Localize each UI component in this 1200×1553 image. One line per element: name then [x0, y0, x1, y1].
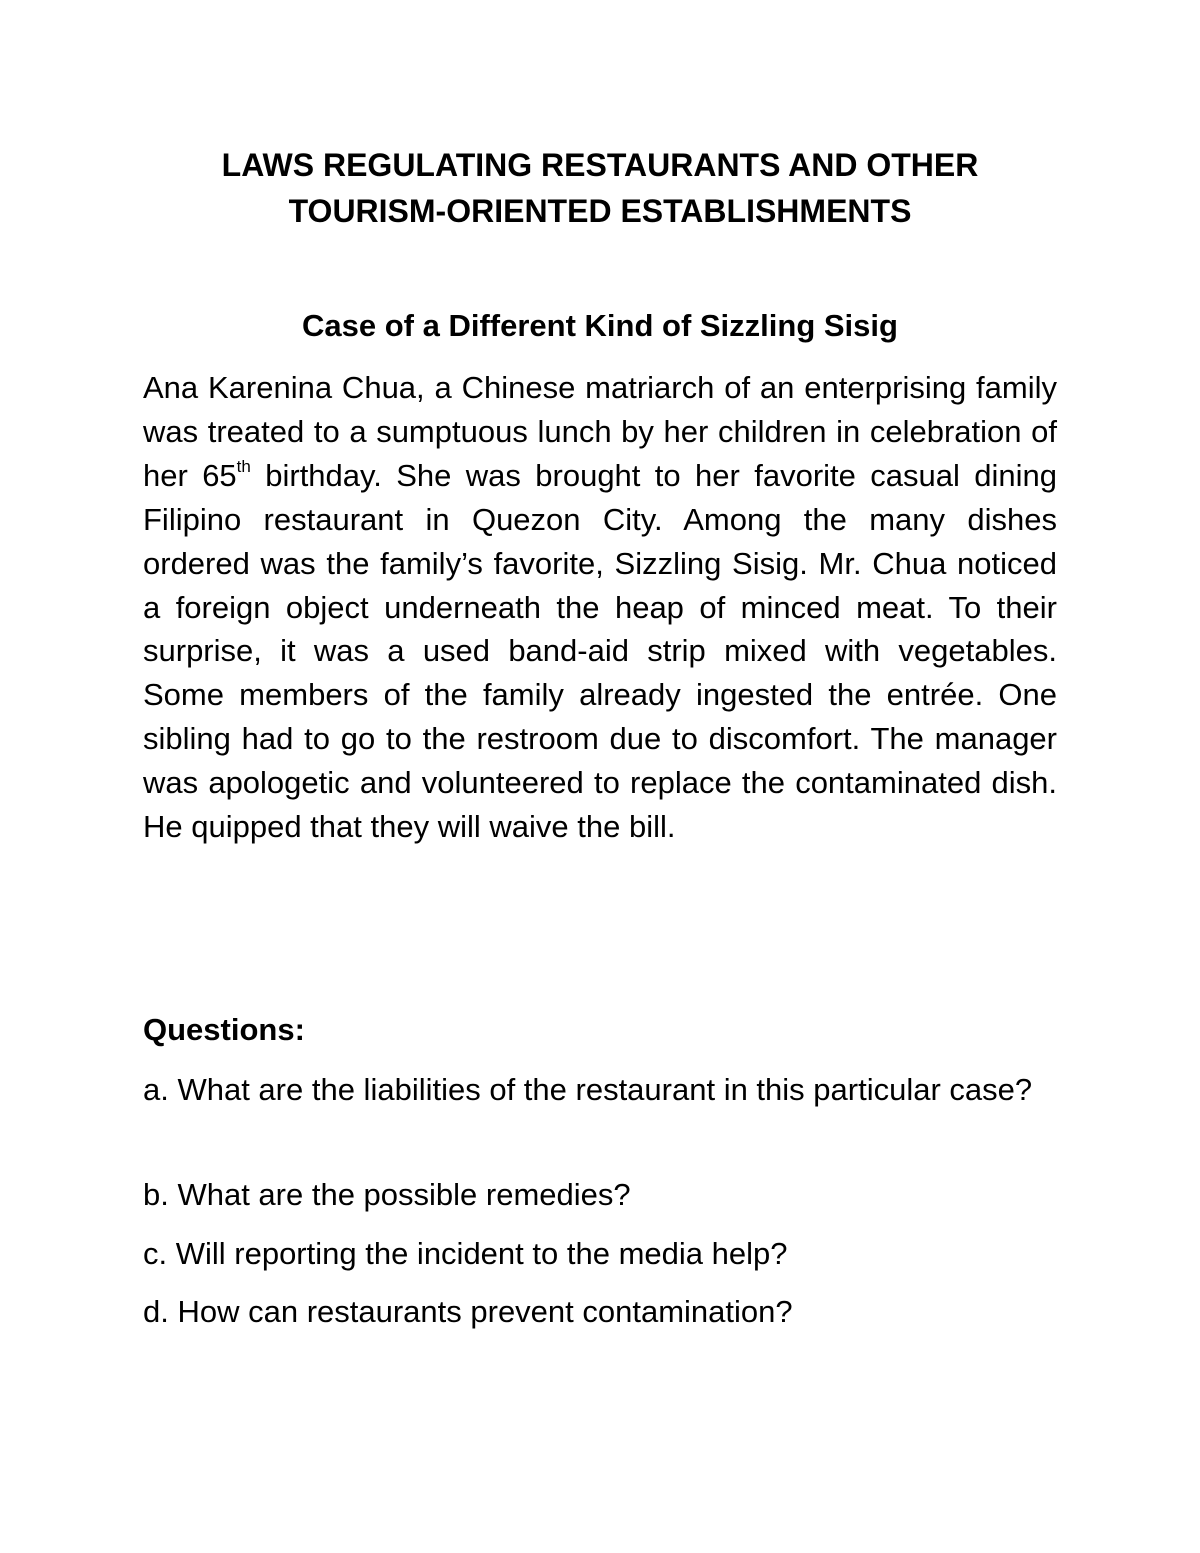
question-item-b: b. What are the possible remedies?: [143, 1177, 631, 1212]
question-item-d: d. How can restaurants prevent contamination?: [143, 1294, 793, 1329]
case-body-paragraph: [143, 366, 1057, 849]
question-item-a: a. What are the liabilities of the restaurant in this particular case?: [143, 1072, 1033, 1107]
case-body-text-start: Ana Karenina Chua, a Chinese matriarch of an enterprising family was treated to a sumptuous lunch by her children in celebration of her 65: [143, 370, 1057, 493]
document-title-line-2: TOURISM-ORIENTED ESTABLISHMENTS: [288, 193, 912, 229]
questions-heading: Questions:: [143, 1012, 305, 1047]
case-title: Case of a Different Kind of Sizzling Sisig: [302, 308, 898, 343]
document-title: [100, 142, 1100, 234]
ordinal-superscript: th: [236, 457, 251, 477]
case-body-text-end: birthday. She was brought to her favorite casual dining Filipino restaurant in Quezon City. Among the many dishes ordered was the family’s favorite, Sizzling Sisig. Mr. Chua noticed a foreign object underneath the heap of minced meat. To their surprise, it was a used band-aid strip mixed with vegetables. Some members of the family already ingested the entrée. One sibling had to go to the restroom due to discomfort. The manager was apologetic and volunteered to replace the contaminated dish. He quipped that they will waive the bill.: [143, 457, 1057, 845]
document-title-line-1: LAWS REGULATING RESTAURANTS AND OTHER: [221, 147, 979, 183]
question-item-c: c. Will reporting the incident to the media help?: [143, 1236, 788, 1271]
